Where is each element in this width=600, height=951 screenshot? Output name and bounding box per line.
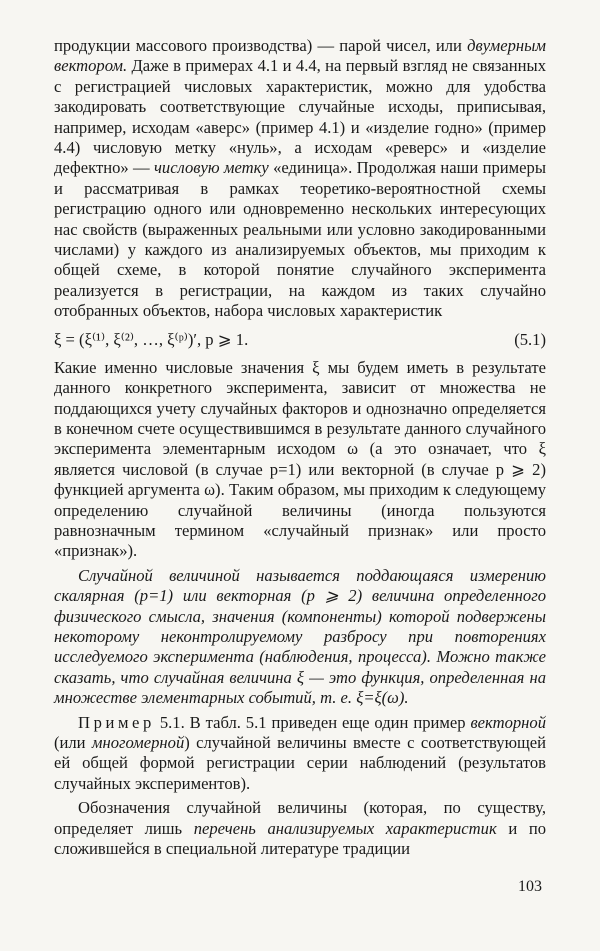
page-body: [54, 36, 546, 859]
paragraph-2: Какие именно числовые значения ξ мы будем иметь в результате данного конкретного эксперимента, зависит от множества не поддающихся учету случайных факторов и однозначно определяется в конечном счете осуществившимся в результате данного случайного эксперимента элементарным исходом ω (а это означает, что ξ является числовой (в случае p=1) или векторной (в случае p ⩾ 2) функцией аргумента ω). Таким образом, мы приходим к следующему определению случайной величины (иногда пользуются равнозначным термином «случайный признак» или просто «признак»).: [54, 357, 546, 561]
page-number: 103: [518, 878, 542, 895]
text-run: Обозначения случайной величины (которая, по существу, определяет лишь: [54, 798, 546, 838]
equation-number: (5.1): [514, 329, 546, 349]
text-run: Даже в примерах 4.1 и 4.4, на первый взгляд не связанных с регистрацией числовых характеристик, можно для удобства закодировать соответствующие случайные исходы, приписывая, например, исходам «аверс» (пример 4.1) и «изделие годно» (пример 4.4) числовую метку «нуль», а исходам «реверс» и «изделие дефектно» —: [54, 56, 546, 178]
text-run: ) случайной величины вместе с соответствующей ей общей формой регистрации серии наблюдений (результатов случайных экспериментов).: [54, 733, 546, 793]
italic-term: числовую метку: [153, 158, 269, 178]
italic-term: перечень анализируемых характеристик: [193, 818, 497, 838]
definition-random-variable: Случайной величиной называется поддающаяся измерению скалярная (p=1) или векторная (p ⩾ 2) величина определенного физического смысла, значения (компоненты) которой подвержены некоторому неконтролируемому разбросу при повторениях исследуемого эксперимента (наблюдения, процесса). Можно также сказать, что случайная величина ξ — это функция, определенная на множестве элементарных событий, т. е. ξ=ξ(ω).: [54, 565, 546, 708]
italic-term: двумерным вектором.: [54, 36, 546, 76]
italic-term: векторной: [470, 712, 546, 732]
text-run: «единица». Продолжая наши примеры и рассматривая в рамках теоретико-вероятностной схемы регистрацию одного или одновременно нескольких интересующих нас свойств (выраженных реальными или условно закодированными числами) у каждого из анализируемых объектов, мы приходим к общей схеме, в которой понятие случайного эксперимента реализуется в регистрации, на каждом из таких случайно отобранных объектов, набора числовых характеристик: [54, 158, 546, 321]
paragraph-1: [54, 36, 546, 322]
paragraph-last: [54, 798, 546, 859]
text-run: (или: [54, 733, 92, 752]
text-run: и по сложившейся в специальной литературе традиции: [54, 818, 546, 859]
example-label: Пример: [78, 712, 155, 732]
example-5-1: [54, 713, 546, 795]
equation-formula: ξ = (ξ⁽¹⁾, ξ⁽²⁾, …, ξ⁽ᵖ⁾)′, p ⩾ 1.: [54, 329, 249, 349]
text-run: 5.1. В табл. 5.1 приведен еще один пример: [154, 712, 471, 732]
text-run: продукции массового производства) — парой чисел, или: [54, 36, 468, 55]
equation-5-1: [54, 330, 546, 350]
italic-term: многомерной: [91, 733, 185, 752]
